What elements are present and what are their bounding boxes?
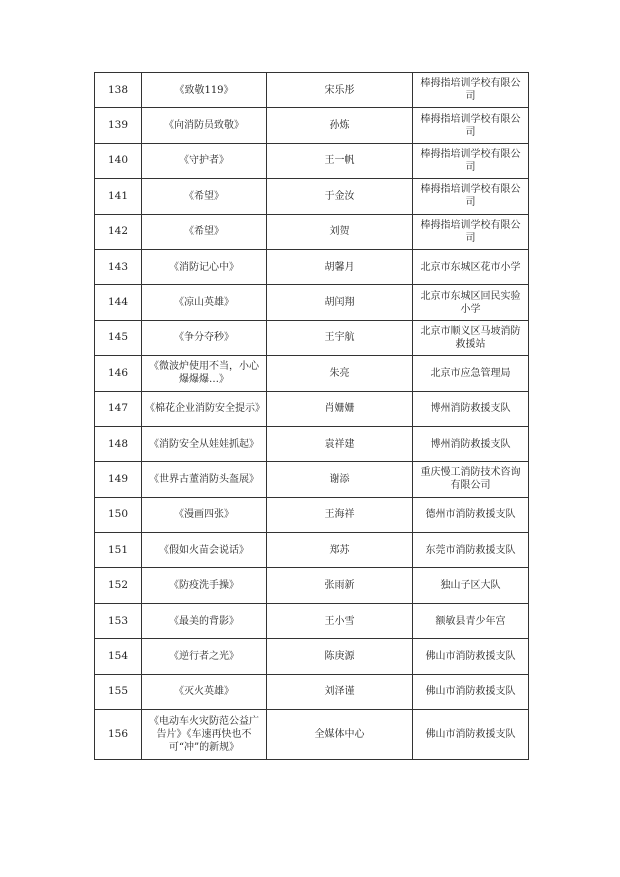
awards-table (94, 72, 529, 760)
work-title: 《防疫洗手操》 (142, 568, 267, 603)
row-number: 149 (95, 462, 142, 497)
table-row (95, 426, 529, 461)
table-row (95, 214, 529, 249)
row-number: 147 (95, 391, 142, 426)
work-title: 《最美的背影》 (142, 603, 267, 638)
organization: 博州消防救援支队 (413, 391, 529, 426)
organization: 东莞市消防救援支队 (413, 533, 529, 568)
author-name: 王海祥 (267, 497, 413, 532)
organization: 德州市消防救援支队 (413, 497, 529, 532)
table-row (95, 568, 529, 603)
row-number: 141 (95, 179, 142, 214)
organization: 棒拇指培训学校有限公司 (413, 179, 529, 214)
work-title: 《消防安全从娃娃抓起》 (142, 426, 267, 461)
organization: 棒拇指培训学校有限公司 (413, 73, 529, 108)
work-title: 《争分夺秒》 (142, 320, 267, 355)
work-title: 《希望》 (142, 214, 267, 249)
row-number: 143 (95, 249, 142, 284)
table-row (95, 710, 529, 760)
work-title: 《消防记心中》 (142, 249, 267, 284)
author-name: 王小雪 (267, 603, 413, 638)
organization: 佛山市消防救援支队 (413, 710, 529, 760)
table-row (95, 143, 529, 178)
table-row (95, 320, 529, 355)
work-title: 《世界古董消防头盔展》 (142, 462, 267, 497)
table-row (95, 73, 529, 108)
organization: 棒拇指培训学校有限公司 (413, 143, 529, 178)
author-name: 陈庚源 (267, 639, 413, 674)
row-number: 148 (95, 426, 142, 461)
work-title: 《棉花企业消防安全提示》 (142, 391, 267, 426)
table-row (95, 356, 529, 391)
author-name: 朱亮 (267, 356, 413, 391)
table-row (95, 674, 529, 709)
work-title: 《希望》 (142, 179, 267, 214)
table-body (95, 73, 529, 760)
work-title: 《微波炉使用不当，小心爆爆爆…》 (142, 356, 267, 391)
row-number: 138 (95, 73, 142, 108)
row-number: 150 (95, 497, 142, 532)
author-name: 全媒体中心 (267, 710, 413, 760)
organization: 北京市东城区花市小学 (413, 249, 529, 284)
row-number: 140 (95, 143, 142, 178)
table-row (95, 249, 529, 284)
row-number: 151 (95, 533, 142, 568)
organization: 独山子区大队 (413, 568, 529, 603)
author-name: 谢添 (267, 462, 413, 497)
author-name: 王一帆 (267, 143, 413, 178)
organization: 北京市应急管理局 (413, 356, 529, 391)
row-number: 154 (95, 639, 142, 674)
row-number: 144 (95, 285, 142, 320)
table-row (95, 108, 529, 143)
organization: 北京市顺义区马坡消防救援站 (413, 320, 529, 355)
table-row (95, 533, 529, 568)
author-name: 刘泽谨 (267, 674, 413, 709)
work-title: 《电动车火灾防范公益广告片》《车速再快也不可“冲”的新规》 (142, 710, 267, 760)
work-title: 《向消防员致敬》 (142, 108, 267, 143)
organization: 棒拇指培训学校有限公司 (413, 214, 529, 249)
row-number: 155 (95, 674, 142, 709)
table-row (95, 603, 529, 638)
author-name: 胡闰翔 (267, 285, 413, 320)
work-title: 《假如火苗会说话》 (142, 533, 267, 568)
author-name: 郑苏 (267, 533, 413, 568)
organization: 佛山市消防救援支队 (413, 639, 529, 674)
organization: 重庆慢工消防技术咨询有限公司 (413, 462, 529, 497)
work-title: 《凉山英雄》 (142, 285, 267, 320)
table-row (95, 639, 529, 674)
organization: 北京市东城区回民实验小学 (413, 285, 529, 320)
work-title: 《守护者》 (142, 143, 267, 178)
organization: 博州消防救援支队 (413, 426, 529, 461)
table-row (95, 179, 529, 214)
organization: 额敏县青少年宫 (413, 603, 529, 638)
author-name: 肖姗姗 (267, 391, 413, 426)
organization: 棒拇指培训学校有限公司 (413, 108, 529, 143)
author-name: 张雨新 (267, 568, 413, 603)
work-title: 《逆行者之光》 (142, 639, 267, 674)
organization: 佛山市消防救援支队 (413, 674, 529, 709)
author-name: 刘贺 (267, 214, 413, 249)
row-number: 142 (95, 214, 142, 249)
work-title: 《漫画四张》 (142, 497, 267, 532)
table-row (95, 285, 529, 320)
table-row (95, 391, 529, 426)
author-name: 宋乐彤 (267, 73, 413, 108)
author-name: 于金汝 (267, 179, 413, 214)
author-name: 孙炼 (267, 108, 413, 143)
row-number: 156 (95, 710, 142, 760)
row-number: 152 (95, 568, 142, 603)
table-row (95, 497, 529, 532)
author-name: 胡馨月 (267, 249, 413, 284)
row-number: 153 (95, 603, 142, 638)
author-name: 袁祥建 (267, 426, 413, 461)
work-title: 《灭火英雄》 (142, 674, 267, 709)
row-number: 139 (95, 108, 142, 143)
author-name: 王宇航 (267, 320, 413, 355)
work-title: 《致敬119》 (142, 73, 267, 108)
row-number: 146 (95, 356, 142, 391)
row-number: 145 (95, 320, 142, 355)
table-row (95, 462, 529, 497)
